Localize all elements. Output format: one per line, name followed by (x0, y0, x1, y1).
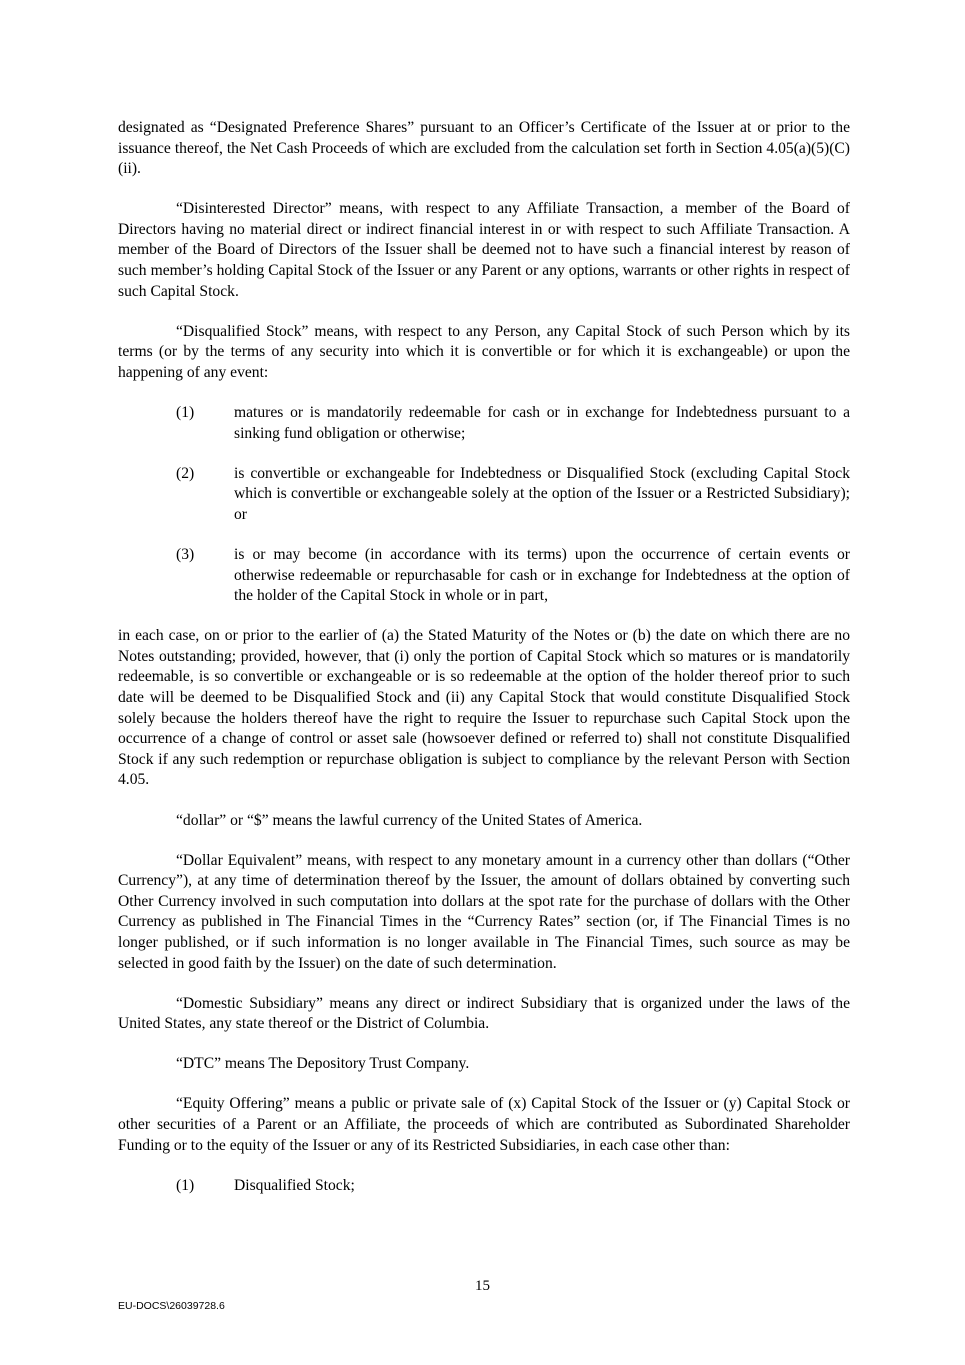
definition-dtc: “DTC” means The Depository Trust Company. (176, 1055, 470, 1073)
paragraph-in-each-case: in each case, on or prior to the earlier of (a) the Stated Maturity of the Notes or (b) the date on which there are no Notes outstanding; provided, however, that (i) only the portion of Capital Stock which so matures or is mandatorily redeemable, is so convertible or exchangeable or is so redeemable at the option of the holder thereof prior to such date will be deemed to be Disqualified Stock and (ii) any Capital Stock that would constitute Disqualified Stock solely because the holders thereof have the right to require the Issuer to repurchase such Capital Stock upon the occurrence of a change of control or asset sale (howsoever defined or referred to) shall not constitute Disqualified Stock if any such redemption or repurchase obligation is subject to compliance by the relevant Person with Section 4.05. (118, 627, 850, 789)
definition-equity-offering: “Equity Offering” means a public or private sale of (x) Capital Stock of the Issuer or (y) Capital Stock or other securities of a Parent or an Affiliate, the proceeds of which are contributed as Subordinated Shareholder Funding or to the equity of the Issuer or any of its Restricted Subsidiaries, in each case other than: (118, 1095, 850, 1154)
list-item-number: (1) (176, 1176, 195, 1194)
list-item-text: is or may become (in accordance with its terms) upon the occurrence of certain events or otherwise redeemable or repurchasable for cash or in exchange for Indebtedness at the option of the holder of the Capital Stock in whole or in part, (234, 546, 850, 605)
definition-dollar: “dollar” or “$” means the lawful currency of the United States of America. (176, 811, 643, 829)
definition-domestic-subsidiary: “Domestic Subsidiary” means any direct or indirect Subsidiary that is organized under the laws of the United States, any state thereof or the District of Columbia. (118, 994, 850, 1033)
page-number: 15 (475, 1278, 490, 1294)
definition-disinterested-director: “Disinterested Director” means, with respect to any Affiliate Transaction, a member of the Board of Directors having no material direct or indirect financial interest in or with respect to such Affiliate Transaction. A member of the Board of Directors of the Issuer shall be deemed not to have such a financial interest by reason of such member’s holding Capital Stock of the Issuer or any Parent or any options, warrants or other rights in respect of such Capital Stock. (118, 200, 850, 300)
list-item (118, 545, 850, 607)
list-item (118, 464, 850, 526)
list-item (118, 1176, 850, 1197)
document-body (118, 118, 850, 1216)
list-item-number: (3) (176, 546, 195, 563)
list-item-text: is convertible or exchangeable for Indebtedness or Disqualified Stock (excluding Capital Stock which is convertible or exchangeable solely at the option of the Issuer or a Restricted Subsidiary); or (234, 464, 850, 523)
list-item-text: matures or is mandatorily redeemable for cash or in exchange for Indebtedness pursuant to a sinking fund obligation or otherwise; (234, 404, 850, 442)
definition-disqualified-stock: “Disqualified Stock” means, with respect to any Person, any Capital Stock of such Person which by its terms (or by the terms of any security into which it is convertible or for which it is exchangeable) or upon the happening of any event: (118, 322, 850, 381)
document-id: EU-DOCS\26039728.6 (118, 1300, 225, 1312)
list-item-number: (2) (176, 464, 195, 482)
paragraph-designated-preference: designated as “Designated Preference Shares” pursuant to an Officer’s Certificate of the Issuer at or prior to the issuance thereof, the Net Cash Proceeds of which are excluded from the calculation set forth in Section 4.05(a)(5)(C)(ii). (118, 119, 850, 178)
list-item-text: Disqualified Stock; (234, 1176, 355, 1194)
list-item (118, 403, 850, 444)
definition-dollar-equivalent: “Dollar Equivalent” means, with respect to any monetary amount in a currency other than dollars (“Other Currency”), at any time of determination thereof by the Issuer, the amount of dollars obtained by converting such Other Currency involved in such computation into dollars at the spot rate for the purchase of dollars with the Other Currency as published in The Financial Times in the “Currency Rates” section (or, if The Financial Times is no longer published, or if such information is no longer available in The Financial Times, such source as may be selected in good faith by the Issuer) on the date of such determination. (118, 851, 850, 972)
list-item-number: (1) (176, 404, 195, 422)
